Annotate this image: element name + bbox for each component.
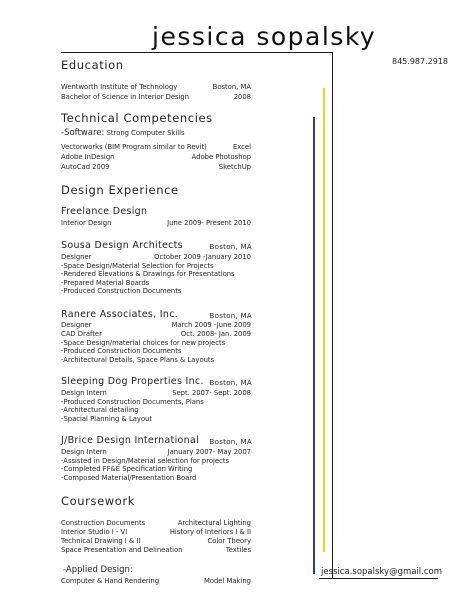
job-bullets [61, 398, 204, 423]
job-company: Sleeping Dog Properties Inc. [61, 376, 204, 387]
course-left: Construction Documents [61, 519, 146, 527]
job-role: CAD Drafter [61, 330, 102, 338]
software-text: Strong Computer Skills [106, 129, 185, 137]
job-location: Boston, MA [209, 243, 252, 251]
job-role-row [61, 219, 251, 228]
competency-right: SketchUp [218, 163, 251, 171]
job-bullet: -Produced Construction Documents [61, 347, 182, 356]
job-header [61, 308, 252, 320]
job-header [61, 205, 252, 217]
job-dates: Oct. 2008- Jan. 2009 [180, 330, 251, 338]
job-company: Freelance Design [61, 206, 148, 217]
footer-rule [319, 578, 438, 579]
job-bullet: -Spacial Planning & Layout [61, 414, 153, 423]
job-header [61, 239, 252, 251]
job-bullets [61, 457, 229, 482]
job-company: Ranere Associates, Inc. [61, 309, 179, 320]
job-bullet: -Prepared Material Boards [61, 278, 150, 287]
coursework-heading: Coursework [61, 494, 135, 508]
software-line [61, 129, 185, 137]
job-bullet: -Architectural detailing [61, 406, 139, 415]
education-row [61, 93, 251, 102]
job-header [61, 375, 252, 387]
education-year: 2008 [233, 93, 251, 101]
course-left: Computer & Hand Rendering [61, 577, 160, 585]
job-location: Boston, MA [209, 379, 252, 387]
job-bullet: -Rendered Elevations & Drawings for Presentations [61, 270, 235, 279]
job-role: Design Intern [61, 448, 107, 456]
job-role-row [61, 448, 251, 457]
course-row [61, 546, 251, 555]
vertical-rule-black [332, 52, 333, 579]
job-bullet: -Architectural Details, Space Plans & Layouts [61, 355, 215, 364]
email-address: jessica.sopalsky@gmail.com [321, 567, 443, 577]
job-role-row [61, 253, 251, 262]
vertical-rule-blue [313, 117, 315, 574]
phone-number: 845.987.2918 [392, 57, 448, 66]
job-bullet: -Produced Construction Documents [61, 287, 182, 296]
education-school: Wentworth Institute of Technology [61, 83, 178, 91]
job-dates: October 2009 -January 2010 [154, 253, 251, 261]
competency-left: Adobe InDesign [61, 153, 115, 161]
course-right: Color Theory [207, 537, 251, 545]
job-bullets [61, 339, 225, 364]
job-role: Interior Design [61, 219, 112, 227]
competencies-heading: Technical Competencies [61, 111, 213, 125]
education-location: Boston, MA [212, 83, 251, 91]
job-bullet: -Assisted in Design/Material selection for projects [61, 457, 230, 465]
competency-row [61, 143, 251, 152]
job-bullets [61, 262, 235, 296]
course-right: History of Interiors I & II [169, 528, 251, 536]
course-row [61, 519, 251, 528]
job-dates: June 2009- Present 2010 [167, 219, 251, 227]
job-bullet: -Composed Material/Presentation Board [61, 473, 197, 482]
applied-design-label: -Applied Design: [63, 565, 133, 575]
course-row [61, 537, 251, 546]
vertical-rule-yellow [323, 88, 325, 552]
job-dates: Sept. 2007- Sept. 2008 [172, 389, 251, 397]
course-right: Textiles [225, 546, 251, 554]
job-bullet: -Completed FF&E Specification Writing [61, 465, 193, 474]
competency-row [61, 153, 251, 162]
course-row [61, 528, 251, 537]
name-heading: jessica sopalsky [152, 22, 377, 51]
job-company: J/Brice Design International [61, 435, 200, 446]
course-left: Interior Studio I - VI [61, 528, 128, 536]
education-degree: Bachelor of Science in Interior Design [61, 93, 190, 101]
competency-row [61, 163, 251, 172]
job-role: Design Intern [61, 389, 107, 397]
job-company: Sousa Design Architects [61, 240, 183, 251]
job-bullet: -Produced Construction Documents, Plans [61, 398, 204, 406]
education-heading: Education [61, 58, 124, 72]
competency-right: Excel [232, 143, 251, 151]
competency-left: AutoCad 2009 [61, 163, 110, 171]
course-left: Technical Drawing I & II [61, 537, 141, 545]
job-location: Boston, MA [209, 438, 252, 446]
course-row [61, 577, 251, 586]
software-label: -Software: [61, 128, 105, 138]
education-row [61, 83, 251, 92]
job-location: Boston, MA [209, 312, 252, 320]
job-bullet: -Space Design/material choices for new projects [61, 339, 226, 347]
job-role-row [61, 330, 251, 339]
course-right: Model Making [203, 577, 251, 585]
job-header [61, 434, 252, 446]
job-role: Designer [61, 321, 92, 329]
job-dates: January 2007- May 2007 [167, 448, 251, 456]
job-role-row [61, 321, 251, 330]
job-dates: March 2009 -June 2009 [171, 321, 251, 329]
competency-left: Vectorworks (BIM Program similar to Revit) [61, 143, 207, 151]
course-left: Space Presentation and Delineation [61, 546, 183, 554]
header-rule [61, 52, 333, 53]
course-right: Architectural Lighting [177, 519, 251, 527]
experience-heading: Design Experience [61, 183, 179, 197]
job-role-row [61, 389, 251, 398]
job-bullet: -Space Design/Material Selection for Projects [61, 262, 214, 270]
job-role: Designer [61, 253, 92, 261]
competency-right: Adobe Photoshop [191, 153, 251, 161]
